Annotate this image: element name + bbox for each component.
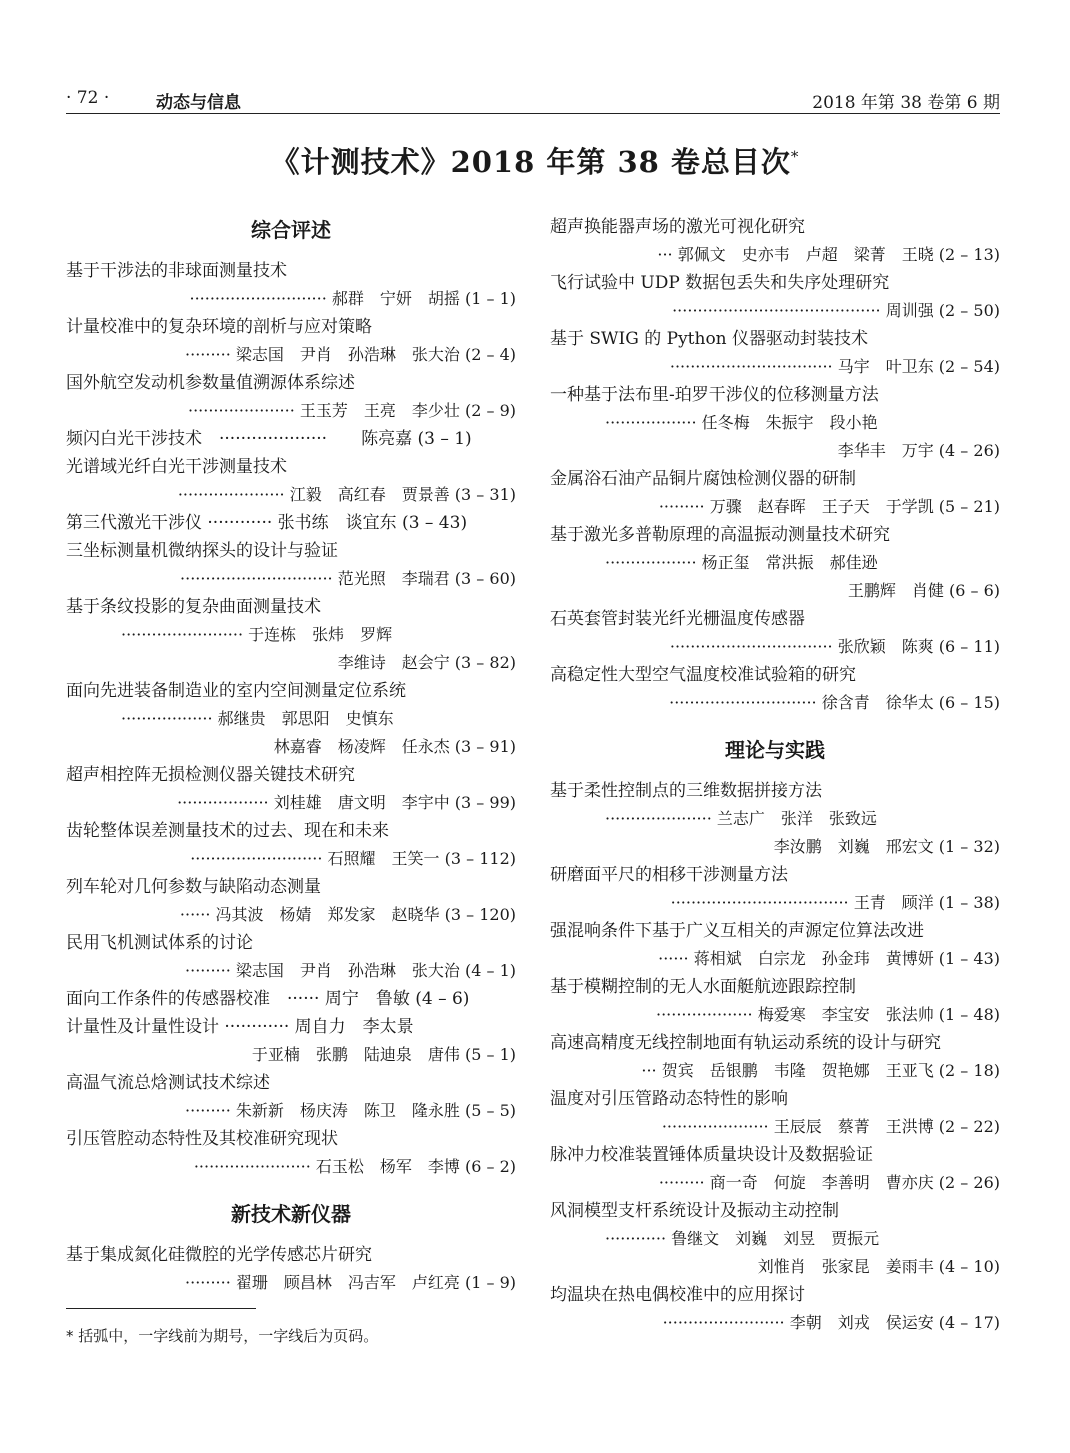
entry-authors: ········· 梁志国 尹肖 孙浩琳 张大治 (4 – 1) xyxy=(185,961,516,980)
left-column xyxy=(66,213,516,1297)
entry-authors: ··························· 郝群 宁妍 胡摇 (1 – 1) xyxy=(189,289,516,308)
entry-title: 列车轮对几何参数与缺陷动态测量 xyxy=(66,877,321,897)
entry-title: 计量校准中的复杂环境的剖析与应对策略 xyxy=(66,317,372,337)
entry-authors: ·················· 任冬梅 朱振宇 段小艳 xyxy=(605,413,878,432)
footnote-rule xyxy=(66,1308,256,1309)
section-heading-zonghe: 综合评述 xyxy=(251,218,331,242)
entry-title: 一种基于法布里-珀罗干涉仪的位移测量方法 xyxy=(550,385,879,405)
entry-authors: ········· 朱新新 杨庆涛 陈卫 隆永胜 (5 – 5) xyxy=(185,1101,516,1120)
entry-title: 温度对引压管路动态特性的影响 xyxy=(550,1089,788,1109)
entry-title: 光谱域光纤白光干涉测量技术 xyxy=(66,457,287,477)
entry-title: 基于激光多普勒原理的高温振动测量技术研究 xyxy=(550,525,890,545)
entry-authors-cont: 李华丰 万宇 (4 – 26) xyxy=(837,441,1000,460)
entry-title: 基于 SWIG 的 Python 仪器驱动封装技术 xyxy=(550,329,869,349)
entry-title: 高速高精度无线控制地面有轨运动系统的设计与研究 xyxy=(550,1033,941,1053)
entry-title: 三坐标测量机微纳探头的设计与验证 xyxy=(66,541,338,561)
entry-title: 引压管腔动态特性及其校准研究现状 xyxy=(66,1129,338,1149)
entry-authors: ························ 于连栋 张炜 罗辉 xyxy=(121,625,393,644)
entry-authors: ······ 蒋相斌 白宗龙 孙金玮 黄博妍 (1 – 43) xyxy=(658,949,1000,968)
entry-title: 脉冲力校准装置锤体质量块设计及数据验证 xyxy=(550,1145,873,1165)
page-number: · 72 · xyxy=(66,88,110,108)
entry-title: 民用飞机测试体系的讨论 xyxy=(66,933,253,953)
entry-title: 石英套管封装光纤光栅温度传感器 xyxy=(550,609,805,629)
entry-title: 金属浴石油产品铜片腐蚀检测仪器的研制 xyxy=(550,469,856,489)
issue-info: 2018 年第 38 卷第 6 期 xyxy=(812,93,1000,113)
entry-authors: ······ 冯其波 杨婧 郑发家 赵晓华 (3 – 120) xyxy=(179,905,516,924)
entry-authors: ····················· 江毅 高红春 贾景善 (3 – 31) xyxy=(177,485,516,504)
entry-authors: ········································· 周训强 (2 – 50) xyxy=(672,301,1000,320)
entry-authors-cont: 于亚楠 张鹏 陆迪泉 唐伟 (5 – 1) xyxy=(251,1045,516,1064)
entry-authors: ··· 贺宾 岳银鹏 韦隆 贺艳娜 王亚飞 (2 – 18) xyxy=(641,1061,1000,1080)
entry-title: 基于条纹投影的复杂曲面测量技术 xyxy=(66,597,321,617)
entry-line: 计量性及计量性设计 ············ 周自力 李太景 xyxy=(66,1017,414,1037)
entry-authors-cont: 王鹏辉 肖健 (6 – 6) xyxy=(847,581,1000,600)
entry-authors-cont: 刘惟肖 张家昆 姜雨丰 (4 – 10) xyxy=(757,1257,1000,1276)
entry-authors: ·························· 石照耀 王笑一 (3 – 112) xyxy=(190,849,516,868)
right-column xyxy=(550,213,1000,1337)
entry-authors-cont: 林嘉睿 杨凌辉 任永杰 (3 – 91) xyxy=(273,737,516,756)
entry-authors: ········· 万骤 赵春晖 王子天 于学凯 (5 – 21) xyxy=(658,497,1000,516)
entry-authors: ································ 张欣颖 陈爽 (6 – 11) xyxy=(669,637,1000,656)
entry-authors-cont: 李维诗 赵会宁 (3 – 82) xyxy=(337,653,516,672)
entry-title: 风洞模型支杆系统设计及振动主动控制 xyxy=(550,1201,839,1221)
entry-authors: ····························· 徐含青 徐华太 (6 – 15) xyxy=(669,693,1000,712)
entry-title: 均温块在热电偶校准中的应用探讨 xyxy=(550,1285,805,1305)
footnote: * 括弧中，一字线前为期号，一字线后为页码。 xyxy=(66,1327,379,1345)
entry-title: 高温气流总焓测试技术综述 xyxy=(66,1073,270,1093)
entry-title: 超声换能器声场的激光可视化研究 xyxy=(550,217,805,237)
entry-line: 第三代激光干涉仪 ············ 张书练 谈宜东 (3 – 43) xyxy=(66,513,468,533)
entry-title: 飞行试验中 UDP 数据包丢失和失序处理研究 xyxy=(550,273,890,293)
entry-line: 频闪白光干涉技术 ···················· 陈亮嘉 (3 – 1) xyxy=(66,429,472,449)
entry-title: 面向先进装备制造业的室内空间测量定位系统 xyxy=(66,681,406,701)
entry-title: 国外航空发动机参数量值溯源体系综述 xyxy=(66,373,355,393)
entry-authors: ····················· 王辰辰 蔡菁 王洪博 (2 – 22) xyxy=(661,1117,1000,1136)
entry-authors: ········· 商一奇 何旋 李善明 曹亦庆 (2 – 26) xyxy=(658,1173,1000,1192)
section-name: 动态与信息 xyxy=(156,93,241,113)
entry-title: 基于干涉法的非球面测量技术 xyxy=(66,261,287,281)
entry-authors: ·················· 郝继贵 郭思阳 史慎东 xyxy=(121,709,394,728)
entry-title: 齿轮整体误差测量技术的过去、现在和未来 xyxy=(66,821,389,841)
entry-title: 超声相控阵无损检测仪器关键技术研究 xyxy=(66,765,355,785)
entry-authors: ·················· 刘桂雄 唐文明 李宇中 (3 – 99) xyxy=(177,793,516,812)
entry-authors: ··································· 王青 顾洋 (1 – 38) xyxy=(670,893,1000,912)
title-footnote-mark: * xyxy=(790,147,800,166)
header-rule xyxy=(66,113,1000,114)
entry-authors: ········· 翟珊 顾昌林 冯吉军 卢红亮 (1 – 9) xyxy=(185,1273,516,1292)
entry-authors: ········· 梁志国 尹肖 孙浩琳 张大治 (2 – 4) xyxy=(185,345,516,364)
entry-authors-cont: 李汝鹏 刘巍 邢宏文 (1 – 32) xyxy=(773,837,1000,856)
running-header xyxy=(66,88,1000,114)
section-heading-lilun: 理论与实践 xyxy=(725,738,825,762)
entry-title: 强混响条件下基于广义互相关的声源定位算法改进 xyxy=(550,921,924,941)
entry-title: 基于柔性控制点的三维数据拼接方法 xyxy=(550,781,822,801)
entry-authors: ····················· 兰志广 张洋 张致远 xyxy=(605,809,877,828)
section-heading-xinjishu: 新技术新仪器 xyxy=(231,1202,351,1226)
entry-authors: ············ 鲁继文 刘巍 刘昱 贾振元 xyxy=(605,1229,880,1248)
entry-title: 研磨面平尺的相移干涉测量方法 xyxy=(550,865,788,885)
entry-authors: ·················· 杨正玺 常洪振 郝佳逊 xyxy=(605,553,878,572)
entry-authors: ··················· 梅爱寒 李宝安 张法帅 (1 – 48) xyxy=(655,1005,1000,1024)
entry-authors: ··· 郭佩文 史亦韦 卢超 梁菁 王晓 (2 – 13) xyxy=(657,245,1000,264)
entry-title: 基于模糊控制的无人水面艇航迹跟踪控制 xyxy=(550,977,856,997)
entry-authors: ························ 李朝 刘戎 侯运安 (4 – 17) xyxy=(662,1313,1000,1332)
page-title xyxy=(0,140,1070,181)
entry-authors: ································ 马宇 叶卫东 (2 – 54) xyxy=(669,357,1000,376)
entry-authors: ······················· 石玉松 杨军 李博 (6 – 2) xyxy=(193,1157,516,1176)
entry-authors: ······························ 范光照 李瑞君 (3 – 60) xyxy=(180,569,516,588)
entry-authors: ····················· 王玉芳 王亮 李少壮 (2 – 9) xyxy=(188,401,516,420)
title-text: 《计测技术》2018 年第 38 卷总目次 xyxy=(270,145,791,179)
entry-line: 面向工作条件的传感器校准 ······ 周宁 鲁敏 (4 – 6) xyxy=(66,989,470,1009)
entry-title: 高稳定性大型空气温度校准试验箱的研究 xyxy=(550,665,856,685)
entry-title: 基于集成氮化硅微腔的光学传感芯片研究 xyxy=(66,1245,372,1265)
